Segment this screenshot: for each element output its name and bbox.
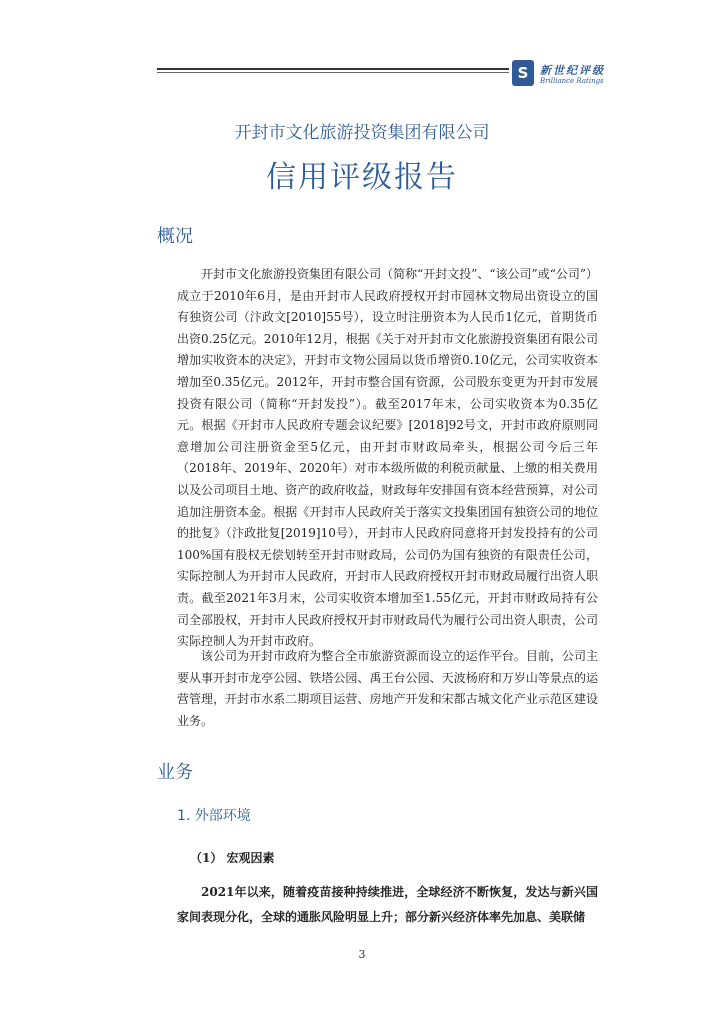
company-name: 开封市文化旅游投资集团有限公司 [234, 123, 490, 143]
logo-mark-icon: S [512, 60, 534, 86]
overview-heading: 概况 [157, 226, 193, 247]
business-heading: 业务 [157, 762, 193, 783]
macro-factors-heading: （1） 宏观因素 [190, 851, 275, 865]
logo-english-name: Brilliance Ratings [540, 77, 604, 85]
macro-paragraph: 2021年以来，随着疫苗接种持续推进，全球经济不断恢复，发达与新兴国家间表现分化，全球的通胀风险明显上升；部分新兴经济体率先加息、美联储 [177, 885, 598, 924]
overview-paragraph-2: 该公司为开封市政府为整合全市旅游资源而设立的运作平台。目前，公司主要从事开封市龙亭公园、铁塔公园、禹王台公园、天波杨府和万岁山等景点的运营管理，开封市水系二期项目运营、房地产开发和宋都古城文化产业示范区建设业务。 [177, 649, 598, 728]
report-title: 信用评级报告 [266, 160, 458, 195]
external-environment-heading: 1. 外部环境 [177, 808, 251, 824]
header-rule-thin [157, 72, 509, 73]
page-number: 3 [358, 948, 366, 961]
header-rule [157, 68, 509, 70]
logo-chinese-name: 新世纪评级 [540, 64, 605, 77]
brand-logo [512, 60, 612, 90]
overview-paragraph-1: 开封市文化旅游投资集团有限公司（简称“开封文投”、“该公司”或“公司”）成立于2010年6月，是由开封市人民政府授权开封市园林文物局出资设立的国有独资公司（汴政文[2010]55号），设立时注册资本为人民币1亿元，首期货币出资0.25亿元。2010年12月，根据《关于对开封市文化旅游投资集团有限公司增加实收资本的决定》，开封市文物公园局以货币增资0.10亿元，公司实收资本增加至0.35亿元。2012年，开封市整合国有资源，公司股东变更为开封市发展投资有限公司（简称“开封发投”）。截至2017年末，公司实收资本为0.35亿元。根据《开封市人民政府专题会议纪要》[2018]92号文，开封市政府原则同意增加公司注册资金至5亿元，由开封市财政局牵头，根据公司今后三年（2018年、2019年、2020年）对市本级所做的利税贡献量、上缴的相关费用以及公司项目土地、资产的政府收益，财政每年安排国有资本经营预算，对公司追加注册资本金。根据《开封市人民政府关于落实文投集团国有独资公司的地位的批复》（汴政批复[2019]10号），开封市人民政府同意将开封发投持有的公司100%国有股权无偿划转至开封市财政局，公司仍为国有独资的有限责任公司，实际控制人为开封市人民政府，开封市人民政府授权开封市财政局履行出资人职责。截至2021年3月末，公司实收资本增加至1.55亿元，开封市财政局持有公司全部股权，开封市人民政府授权开封市财政局代为履行公司出资人职责，公司实际控制人为开封市政府。 [177, 267, 598, 649]
